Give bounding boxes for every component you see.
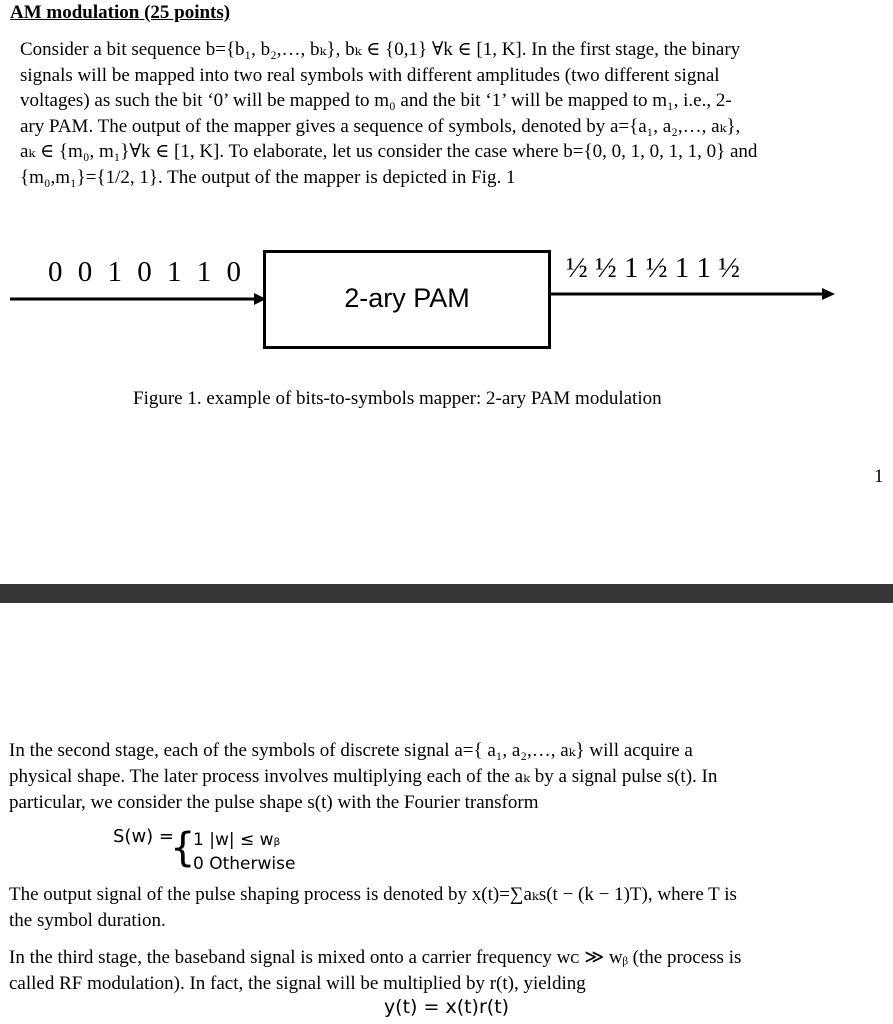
intro-paragraph — [20, 37, 880, 191]
case-inband: 1 |w| ≤ wᵦ — [193, 830, 281, 850]
output-equation: y(t) = x(t)r(t) — [383, 996, 510, 1018]
case-otherwise: 0 Otherwise — [193, 854, 296, 874]
page-number: 1 — [874, 466, 884, 487]
intro-line: ary PAM. The output of the mapper gives a sequence of symbols, denoted by a={a₁, a₂,…, aₖ}, — [20, 115, 741, 137]
paragraph-line: the symbol duration. — [9, 910, 166, 931]
intro-line: {m₀,m₁}={1/2, 1}. The output of the mapper is depicted in Fig. 1 — [20, 166, 516, 188]
paragraph-line: The output signal of the pulse shaping process is denoted by x(t)=∑aₖs(t − (k − 1)T), where T is — [9, 884, 737, 905]
paragraph-line: called RF modulation). In fact, the signal will be multiplied by r(t), yielding — [9, 973, 586, 994]
output-arrowhead — [822, 288, 835, 300]
input-bits: 0 0 1 0 1 1 0 — [48, 256, 245, 288]
sw-equation-lhs: S(w) = — [113, 826, 174, 847]
output-symbols: ½ ½ 1 ½ 1 1 ½ — [566, 252, 740, 284]
intro-line: voltages) as such the bit ‘0’ will be mapped to m₀ and the bit ‘1’ will be mapped to m₁, i.e., 2- — [20, 90, 732, 112]
pulse-shaping-paragraph — [9, 882, 889, 934]
paragraph-line: In the third stage, the baseband signal is mixed onto a carrier frequency wᴄ ≫ wᵦ (the process is — [9, 947, 742, 968]
intro-line: aₖ ∈ {m₀, m₁}∀k ∈ [1, K]. To elaborate, let us consider the case where b={0, 0, 1, 0, 1, 1, 0} and — [20, 141, 758, 163]
cases-brace: { — [170, 825, 196, 871]
paragraph-line: In the second stage, each of the symbols of discrete signal a={ a₁, a₂,…, aₖ} will acquire a — [9, 740, 693, 761]
page-divider — [0, 584, 893, 603]
rf-modulation-paragraph — [9, 945, 889, 997]
second-stage-paragraph — [9, 738, 889, 816]
paragraph-line: physical shape. The later process involves multiplying each of the aₖ by a signal pulse s(t). In — [9, 766, 718, 787]
intro-line: Consider a bit sequence b={b₁, b₂,…, bₖ}, bₖ ∈ {0,1} ∀k ∈ [1, K]. In the first stage, the binary — [20, 39, 741, 60]
pam-block-label: 2-ary PAM — [344, 283, 470, 313]
intro-line: signals will be mapped into two real symbols with different amplitudes (two different signal — [20, 64, 720, 86]
figure-caption: Figure 1. example of bits-to-symbols mapper: 2-ary PAM modulation — [133, 388, 662, 409]
section-title: AM modulation (25 points) — [10, 2, 231, 23]
paragraph-line: particular, we consider the pulse shape s(t) with the Fourier transform — [9, 792, 539, 813]
sw-equation-cases — [193, 828, 295, 876]
